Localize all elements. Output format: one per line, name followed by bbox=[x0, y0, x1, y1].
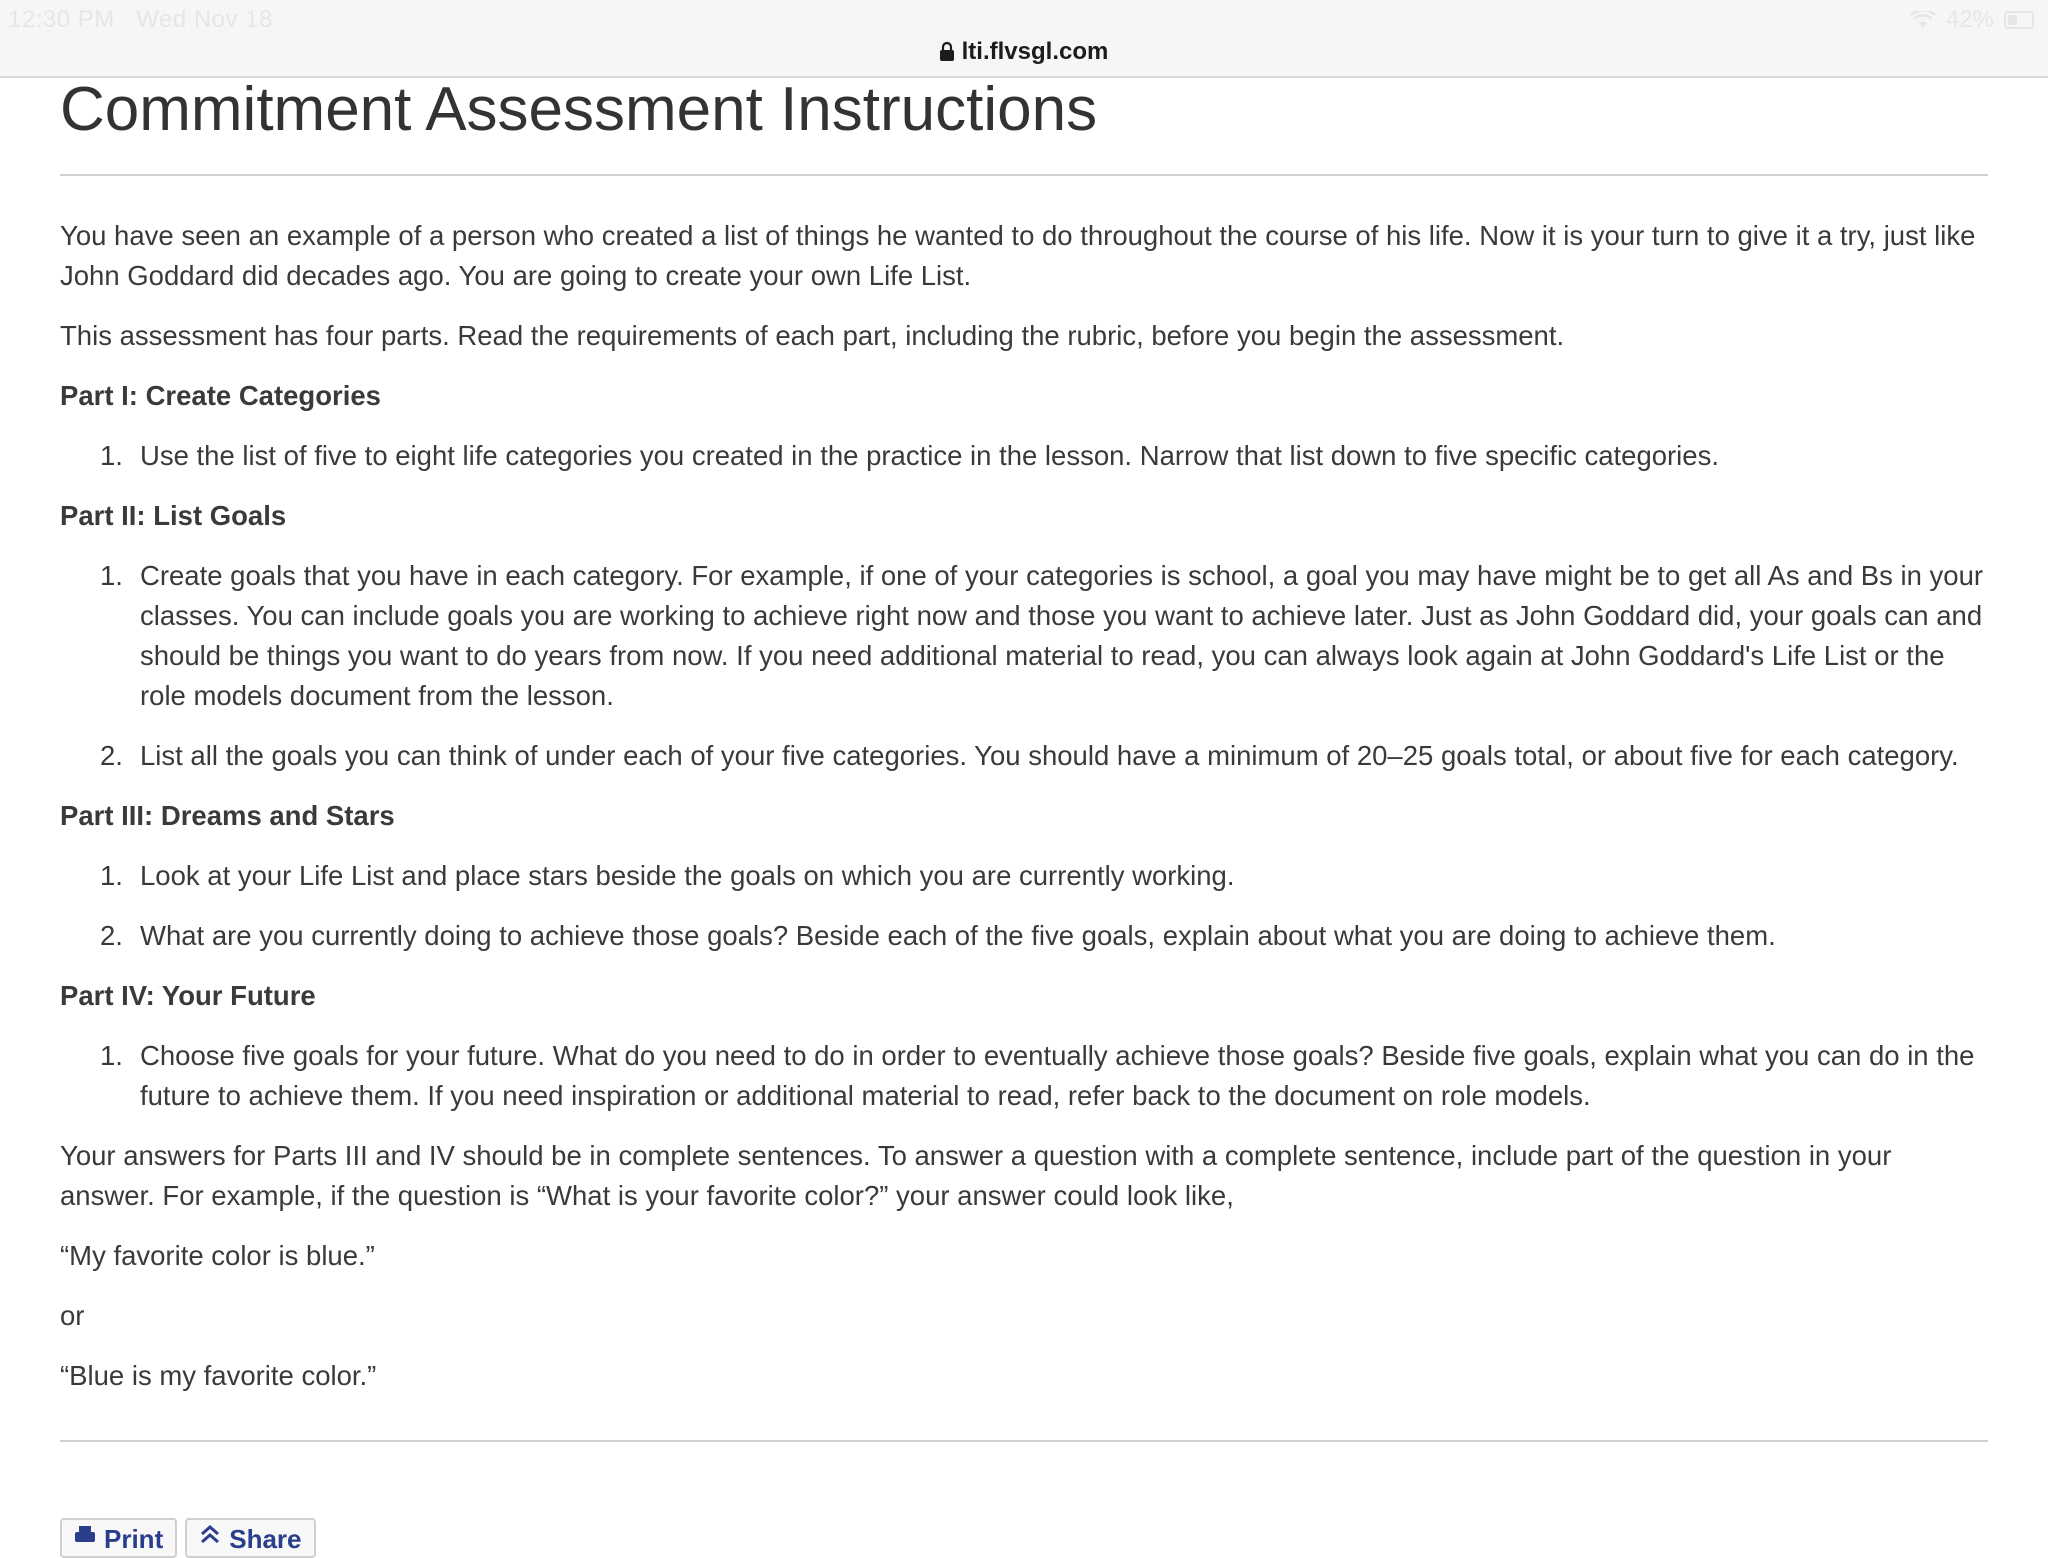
example-answer-2: “Blue is my favorite color.” bbox=[60, 1360, 377, 1391]
share-label: Share bbox=[229, 1524, 302, 1554]
list-item bbox=[60, 1036, 1988, 1116]
title-divider bbox=[60, 174, 1988, 176]
list-number: 1. bbox=[100, 440, 123, 471]
list-item bbox=[60, 856, 1988, 896]
list-item bbox=[60, 916, 1988, 956]
example-answer-1: “My favorite color is blue.” bbox=[60, 1240, 375, 1271]
part-2-heading: Part II: List Goals bbox=[60, 500, 287, 531]
footer-divider bbox=[60, 1440, 1988, 1442]
list-item bbox=[60, 736, 1988, 776]
list-item-text: Look at your Life List and place stars beside the goals on which you are currently working. bbox=[140, 860, 1235, 891]
print-label: Print bbox=[104, 1524, 164, 1554]
intro-paragraph-2: This assessment has four parts. Read the requirements of each part, including the rubric, before you begin the assessment. bbox=[60, 320, 1565, 351]
part-4-list bbox=[60, 1036, 1988, 1116]
browser-top-bar bbox=[0, 0, 2048, 78]
list-item-text: Create goals that you have in each category. For example, if one of your categories is school, a goal you may have might be to get all As and Bs in your classes. You can include goals you are working to achieve right now and those you want to achieve later. Just as John Goddard did, your goals can and should be things you want to do years from now. If you need additional material to read, you can always look again at John Goddard's Life List or the role models document from the lesson. bbox=[140, 560, 1984, 711]
intro-paragraph-1: You have seen an example of a person who created a list of things he wanted to do throughout the course of his life. Now it is your turn to give it a try, just like John Goddard did decades ago. You are going to create your own Life List. bbox=[60, 220, 1976, 291]
share-icon bbox=[199, 1524, 221, 1546]
print-icon bbox=[74, 1524, 96, 1546]
battery-icon bbox=[2004, 11, 2034, 29]
list-item-text: List all the goals you can think of under each of your five categories. You should have a minimum of 20–25 goals total, or about five for each category. bbox=[140, 740, 1959, 771]
share-button[interactable] bbox=[185, 1518, 315, 1558]
list-item bbox=[60, 436, 1988, 476]
status-right bbox=[1910, 6, 2034, 34]
print-button[interactable] bbox=[60, 1518, 177, 1558]
closing-paragraph: Your answers for Parts III and IV should be in complete sentences. To answer a question with a complete sentence, include part of the question in your answer. For example, if the question is “What is your favorite color?” your answer could look like, bbox=[60, 1140, 1892, 1211]
battery-percent: 42% bbox=[1945, 6, 1994, 33]
part-3-heading: Part III: Dreams and Stars bbox=[60, 800, 395, 831]
status-date-value: Wed Nov 18 bbox=[136, 6, 273, 33]
part-4-heading: Part IV: Your Future bbox=[60, 980, 316, 1011]
list-item-text: Choose five goals for your future. What do you need to do in order to eventually achieve those goals? Beside five goals, explain what you can do in the future to achieve them. If you need inspiration or additional material to read, refer back to the document on role models. bbox=[140, 1040, 1975, 1111]
list-number: 1. bbox=[100, 860, 123, 891]
list-number: 2. bbox=[100, 740, 123, 771]
list-item-text: What are you currently doing to achieve those goals? Beside each of the five goals, explain about what you are doing to achieve them. bbox=[140, 920, 1776, 951]
status-time bbox=[8, 6, 273, 34]
page-title: Commitment Assessment Instructions bbox=[60, 75, 1098, 144]
list-number: 1. bbox=[100, 1040, 123, 1071]
main-content bbox=[60, 70, 1988, 1442]
list-item-text: Use the list of five to eight life categories you created in the practice in the lesson. Narrow that list down to five specific categories. bbox=[140, 440, 1719, 471]
list-number: 1. bbox=[100, 560, 123, 591]
or-text: or bbox=[60, 1300, 85, 1331]
wifi-icon bbox=[1910, 11, 1936, 29]
instructions-body bbox=[60, 216, 1988, 1396]
list-item bbox=[60, 556, 1988, 716]
part-1-list bbox=[60, 436, 1988, 476]
part-1-heading: Part I: Create Categories bbox=[60, 380, 381, 411]
part-3-list bbox=[60, 856, 1988, 956]
list-number: 2. bbox=[100, 920, 123, 951]
part-2-list bbox=[60, 556, 1988, 776]
url-text: lti.flvsgl.com bbox=[961, 38, 1109, 65]
status-time-value: 12:30 PM bbox=[8, 6, 115, 33]
lock-icon bbox=[940, 41, 954, 61]
address-bar[interactable] bbox=[0, 38, 2048, 66]
footer-buttons bbox=[60, 1518, 316, 1558]
